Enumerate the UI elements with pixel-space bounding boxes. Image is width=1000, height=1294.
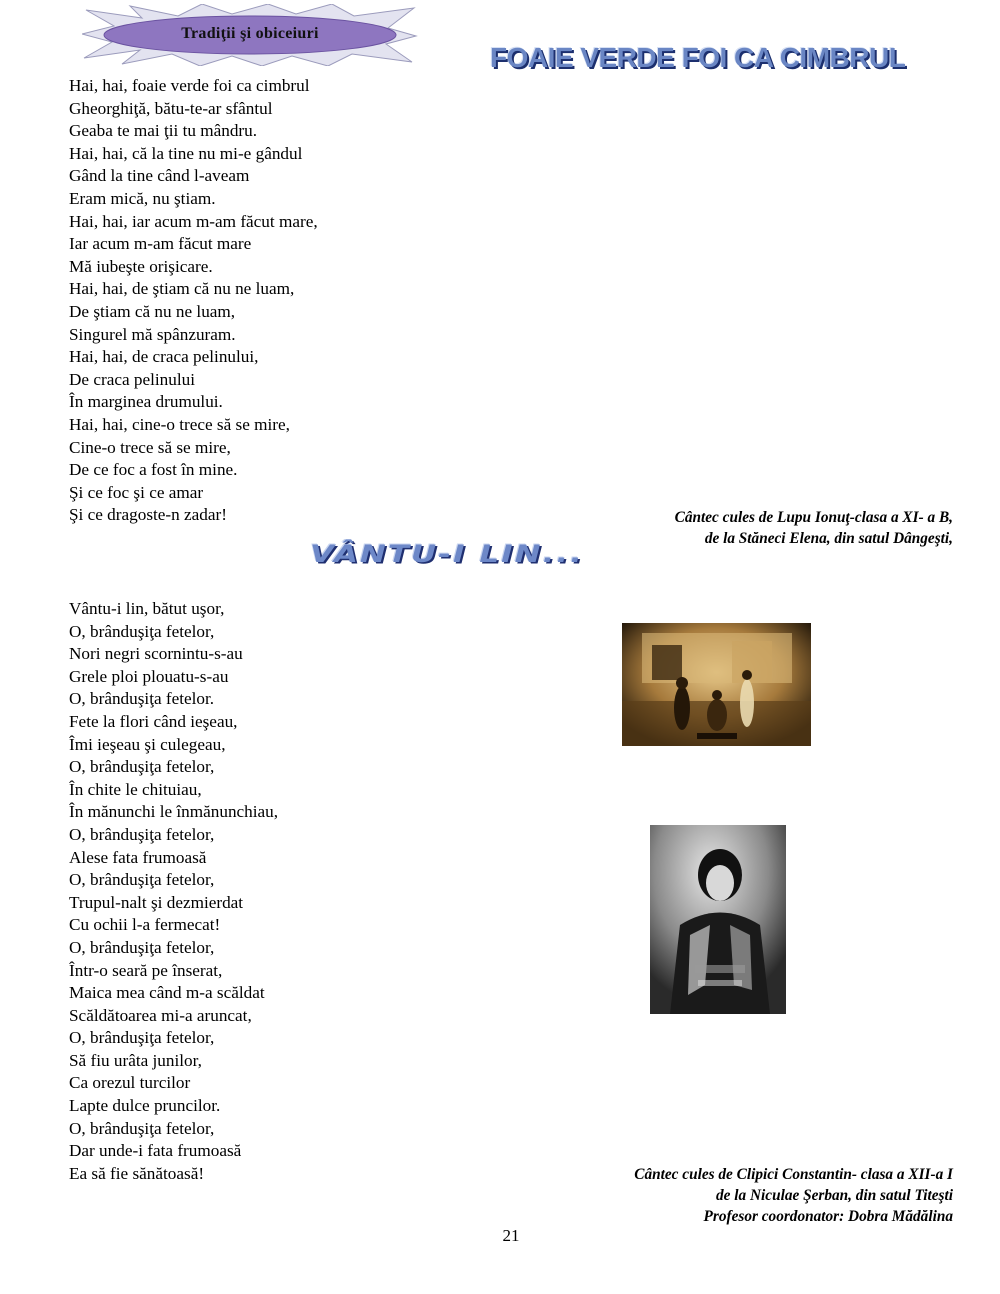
coordinator-line: Profesor coordonator: Dobra Mădălina <box>703 1208 953 1225</box>
lyric-line: Hai, hai, cine-o trece să se mire, <box>69 414 290 434</box>
lyric-line: O, brânduşiţa fetelor, <box>69 621 215 641</box>
lyric-line: O, brânduşiţa fetelor, <box>69 1118 215 1138</box>
lyric-line: În marginea drumului. <box>69 392 223 412</box>
lyric-line: Singurel mă spânzuram. <box>69 324 236 344</box>
lyric-line: Lapte dulce pruncilor. <box>69 1096 221 1116</box>
lyric-line: Grele ploi plouatu-s-au <box>69 666 229 686</box>
lyric-line: Să fiu urâta junilor, <box>69 1050 202 1070</box>
lyric-line: Gând la tine când l-aveam <box>69 166 250 186</box>
woman-portrait-image <box>650 825 786 1014</box>
lyric-line: O, brânduşiţa fetelor, <box>69 870 215 890</box>
lyric-line: Gheorghiţă, bătu-te-ar sfântul <box>69 98 273 118</box>
lyric-line: Şi ce foc şi ce amar <box>69 482 204 502</box>
lyric-line: În chite le chituiau, <box>69 779 202 799</box>
portrait-photo <box>650 825 786 1014</box>
lyric-line: O, brânduşiţa fetelor, <box>69 937 215 957</box>
page-title: FOAIE VERDE FOI CA CIMBRUL <box>490 42 906 73</box>
lyric-line: Hai, hai, iar acum m-am făcut mare, <box>69 211 318 231</box>
lyric-line: O, brânduşiţa fetelor, <box>69 1028 215 1048</box>
song-2-title: VÂNTU-I LIN... <box>310 540 584 569</box>
lyric-line: Într-o seară pe înserat, <box>69 960 223 980</box>
lyric-line: Cine-o trece să se mire, <box>69 437 231 457</box>
lyric-line: Eram mică, nu ştiam. <box>69 188 216 208</box>
lyric-line: O, brânduşiţa fetelor. <box>69 689 215 709</box>
lyric-line: Maica mea când m-a scăldat <box>69 983 265 1003</box>
page-number: 21 <box>502 1226 520 1245</box>
credit-line: de la Niculae Şerban, din satul Titeşti <box>716 1187 953 1204</box>
sepia-village-photo <box>622 623 811 746</box>
lyric-line: O, brânduşiţa fetelor, <box>69 757 215 777</box>
lyric-line: Fete la flori când ieşeau, <box>69 711 238 731</box>
song-2-lyrics <box>69 598 278 1185</box>
lyric-line: O, brânduşiţa fetelor, <box>69 824 215 844</box>
song-1-lyrics <box>69 75 318 527</box>
song-2-credit <box>634 1164 953 1227</box>
lyric-line: Vântu-i lin, bătut uşor, <box>69 599 225 618</box>
lyric-line: Geaba te mai ţii tu mândru. <box>69 121 258 141</box>
lyric-line: Iar acum m-am făcut mare <box>69 234 252 254</box>
credit-line: Cântec cules de Lupu Ionuţ-clasa a XI- a B, <box>674 509 953 526</box>
lyric-line: Alese fata frumoasă <box>69 847 207 867</box>
lyric-line: Hai, hai, foaie verde foi ca cimbrul <box>69 76 310 95</box>
lyric-line: În mănunchi le înmănunchiau, <box>69 802 279 822</box>
lyric-line: Şi ce dragoste-n zadar! <box>69 505 227 525</box>
lyric-line: Scăldătoarea mi-a aruncat, <box>69 1005 252 1025</box>
lyric-line: Ca orezul turcilor <box>69 1073 191 1093</box>
credit-line: de la Stăneci Elena, din satul Dângeşti, <box>704 530 953 547</box>
lyric-line: Hai, hai, că la tine nu mi-e gândul <box>69 143 303 163</box>
lyric-line: Mă iubeşte orişicare. <box>69 256 213 276</box>
lyric-line: De ştiam că nu ne luam, <box>69 301 236 321</box>
lyric-line: De craca pelinului <box>69 369 195 389</box>
lyric-line: Hai, hai, de craca pelinului, <box>69 347 259 367</box>
lyric-line: Îmi ieşeau şi culegeau, <box>69 734 226 754</box>
section-badge <box>82 4 418 66</box>
lyric-line: De ce foc a fost în mine. <box>69 460 238 480</box>
lyric-line: Dar unde-i fata frumoasă <box>69 1141 242 1161</box>
lyric-line: Trupul-nalt şi dezmierdat <box>69 892 244 912</box>
lyric-line: Ea să fie sănătoasă! <box>69 1163 205 1183</box>
section-label: Tradiţii şi obiceiuri <box>181 25 319 42</box>
village-scene-image <box>622 623 811 746</box>
lyric-line: Cu ochii l-a fermecat! <box>69 915 221 935</box>
lyric-line: Hai, hai, de ştiam că nu ne luam, <box>69 279 295 299</box>
lyric-line: Nori negri scornintu-s-au <box>69 644 243 664</box>
credit-line: Cântec cules de Clipici Constantin- clasa a XII-a I <box>634 1166 953 1183</box>
